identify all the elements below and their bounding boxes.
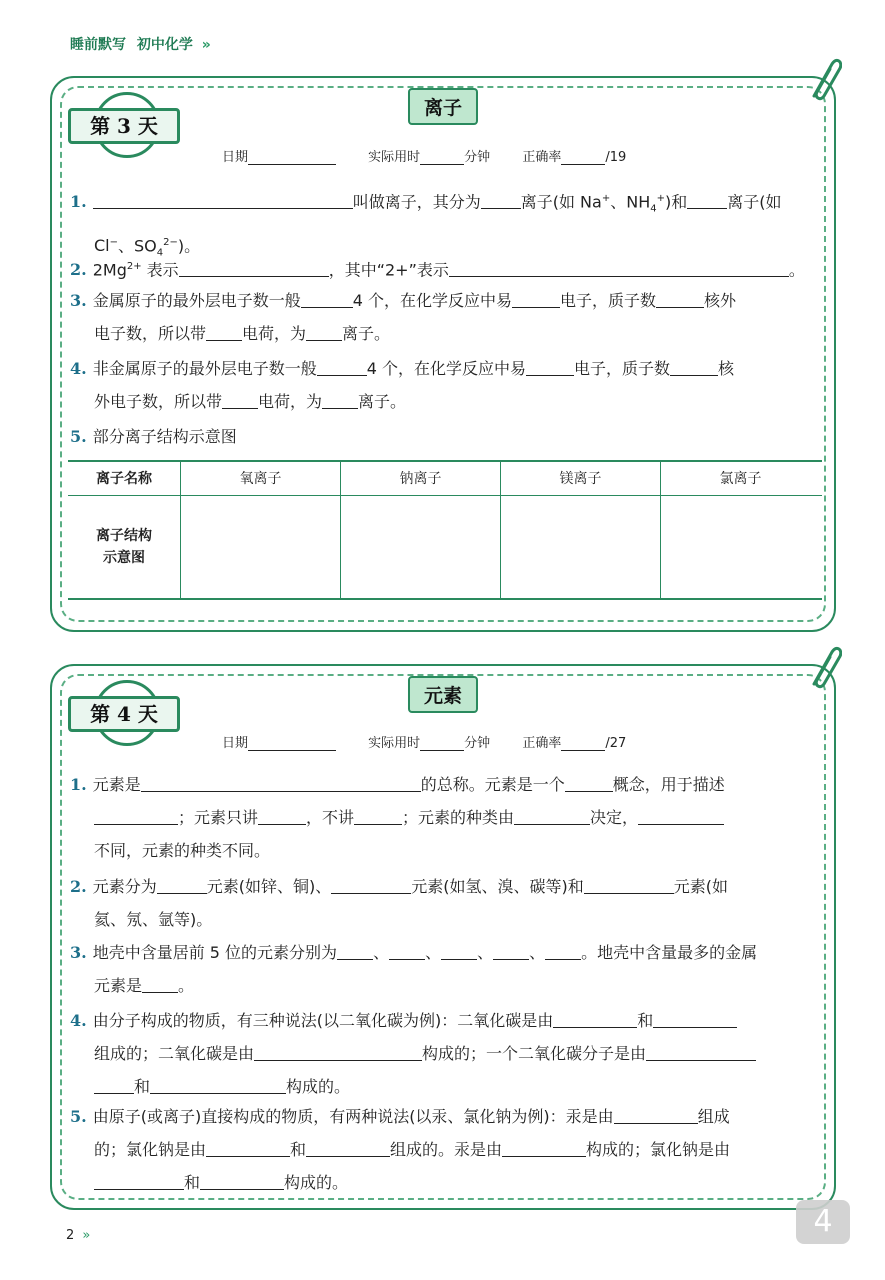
table-header-cell: 镁离子 [500, 462, 660, 495]
answer-blank[interactable] [449, 259, 789, 277]
date-label: 日期 [222, 736, 249, 751]
time-field[interactable] [420, 151, 464, 165]
table-header-cell: 离子名称 [96, 470, 152, 487]
rate-label: 正确率 [522, 736, 562, 751]
card-title: 离子 [408, 88, 478, 125]
rate-field[interactable] [561, 737, 605, 751]
rate-total: /19 [605, 150, 627, 165]
question-2: 2. 元素分为 元素(如锌、铜)、 元素(如氢、溴、碳等)和 元素(如 氦、氖、氩等)。 [70, 877, 728, 929]
rate-field[interactable] [561, 151, 605, 165]
card-title: 元素 [408, 676, 478, 713]
answer-blank[interactable] [526, 358, 574, 376]
day-label: 第 4 天 [68, 696, 180, 732]
drawing-cell[interactable] [340, 496, 500, 598]
question-1: 1. 叫做离子，其分为 离子(如 Na+、$NH_4^+$)和 离子(如 Cl−、$SO_4^{2-}$)。 [70, 192, 782, 259]
table-header-cell: 钠离子 [340, 462, 500, 495]
footer-arrow-icon: » [82, 1228, 91, 1243]
answer-blank[interactable] [646, 1043, 756, 1061]
answer-blank[interactable] [638, 807, 724, 825]
answer-blank[interactable] [687, 191, 727, 209]
time-label: 实际用时 [368, 736, 421, 751]
answer-blank[interactable] [142, 975, 178, 993]
page-badge: 4 [796, 1200, 850, 1244]
answer-blank[interactable] [94, 1076, 134, 1094]
drawing-cell[interactable] [660, 496, 820, 598]
table-header-cell: 氯离子 [660, 462, 820, 495]
drawing-cell[interactable] [500, 496, 660, 598]
answer-blank[interactable] [670, 358, 718, 376]
question-4: 4. 非金属原子的最外层电子数一般 4 个，在化学反应中易 电子，质子数 核 外电子数，所以带 电荷，为 离子。 [70, 359, 735, 411]
time-field[interactable] [420, 737, 464, 751]
answer-blank[interactable] [206, 1139, 290, 1157]
date-field[interactable] [248, 737, 336, 751]
meta-row [222, 732, 626, 751]
answer-blank[interactable] [354, 807, 402, 825]
paperclip-icon [806, 644, 842, 690]
question-3: 3. 地壳中含量居前 5 位的元素分别为 、 、 、 、 。地壳中含量最多的金属 元素是 。 [70, 943, 758, 995]
question-5: 5. 部分离子结构示意图 [70, 427, 237, 446]
answer-blank[interactable] [222, 391, 258, 409]
table-row [68, 496, 822, 598]
meta-row [222, 146, 626, 165]
header-title: 睡前默写 [70, 37, 126, 53]
time-unit: 分钟 [464, 150, 491, 165]
page-header [70, 34, 211, 54]
answer-blank[interactable] [200, 1172, 284, 1190]
rate-total: /27 [605, 736, 627, 751]
answer-blank[interactable] [514, 807, 590, 825]
table-header-row [68, 462, 822, 496]
question-1: 1. 元素是 的总称。元素是一个 概念，用于描述 ；元素只讲 ，不讲 ；元素的种类由 决定， 不同，元素的种类不同。 [70, 775, 725, 860]
day4-card [50, 664, 836, 1210]
day3-card [50, 76, 836, 632]
day-badge [68, 680, 180, 750]
answer-blank[interactable] [389, 942, 425, 960]
answer-blank[interactable] [94, 1172, 184, 1190]
answer-blank[interactable] [441, 942, 477, 960]
page-footer [66, 1228, 90, 1243]
answer-blank[interactable] [565, 774, 613, 792]
day-label: 第 3 天 [68, 108, 180, 144]
answer-blank[interactable] [150, 1076, 286, 1094]
question-2: 2. $2Mg^{2+}$ 表示 ，其中“2+”表示 。 [70, 260, 805, 280]
answer-blank[interactable] [93, 191, 353, 209]
rate-label: 正确率 [522, 150, 562, 165]
answer-blank[interactable] [157, 876, 207, 894]
date-label: 日期 [222, 150, 249, 165]
answer-blank[interactable] [179, 259, 329, 277]
day-badge [68, 92, 180, 162]
answer-blank[interactable] [337, 942, 373, 960]
answer-blank[interactable] [254, 1043, 422, 1061]
answer-blank[interactable] [584, 876, 674, 894]
answer-blank[interactable] [306, 323, 342, 341]
drawing-cell[interactable] [180, 496, 340, 598]
answer-blank[interactable] [493, 942, 529, 960]
table-header-cell: 氧离子 [180, 462, 340, 495]
page-number: 2 [66, 1228, 75, 1243]
header-subtitle: 初中化学 [136, 37, 193, 53]
answer-blank[interactable] [545, 942, 581, 960]
date-field[interactable] [248, 151, 336, 165]
answer-blank[interactable] [322, 391, 358, 409]
answer-blank[interactable] [481, 191, 521, 209]
header-arrow-icon: » [201, 37, 211, 53]
answer-blank[interactable] [306, 1139, 390, 1157]
answer-blank[interactable] [653, 1010, 737, 1028]
answer-blank[interactable] [141, 774, 421, 792]
answer-blank[interactable] [258, 807, 306, 825]
answer-blank[interactable] [317, 358, 367, 376]
question-5: 5. 由原子(或离子)直接构成的物质，有两种说法(以汞、氯化钠为例)：汞是由 组成 的；氯化钠是由 和 组成的。汞是由 构成的；氯化钠是由 和 构成的。 [70, 1107, 731, 1192]
answer-blank[interactable] [206, 323, 242, 341]
answer-blank[interactable] [331, 876, 411, 894]
time-unit: 分钟 [464, 736, 491, 751]
ion-structure-table [68, 460, 822, 600]
question-4: 4. 由分子构成的物质，有三种说法(以二氧化碳为例)：二氧化碳是由 和 组成的；二氧化碳是由 构成的；一个二氧化碳分子是由 和 构成的。 [70, 1004, 822, 1103]
answer-blank[interactable] [512, 290, 560, 308]
answer-blank[interactable] [553, 1010, 637, 1028]
answer-blank[interactable] [614, 1106, 698, 1124]
answer-blank[interactable] [94, 807, 178, 825]
time-label: 实际用时 [368, 150, 421, 165]
answer-blank[interactable] [301, 290, 353, 308]
row-label: 离子结构 示意图 [96, 528, 152, 566]
question-3: 3. 金属原子的最外层电子数一般 4 个，在化学反应中易 电子，质子数 核外 电子数，所以带 电荷，为 离子。 [70, 291, 737, 343]
answer-blank[interactable] [502, 1139, 586, 1157]
answer-blank[interactable] [656, 290, 704, 308]
paperclip-icon [806, 56, 842, 102]
